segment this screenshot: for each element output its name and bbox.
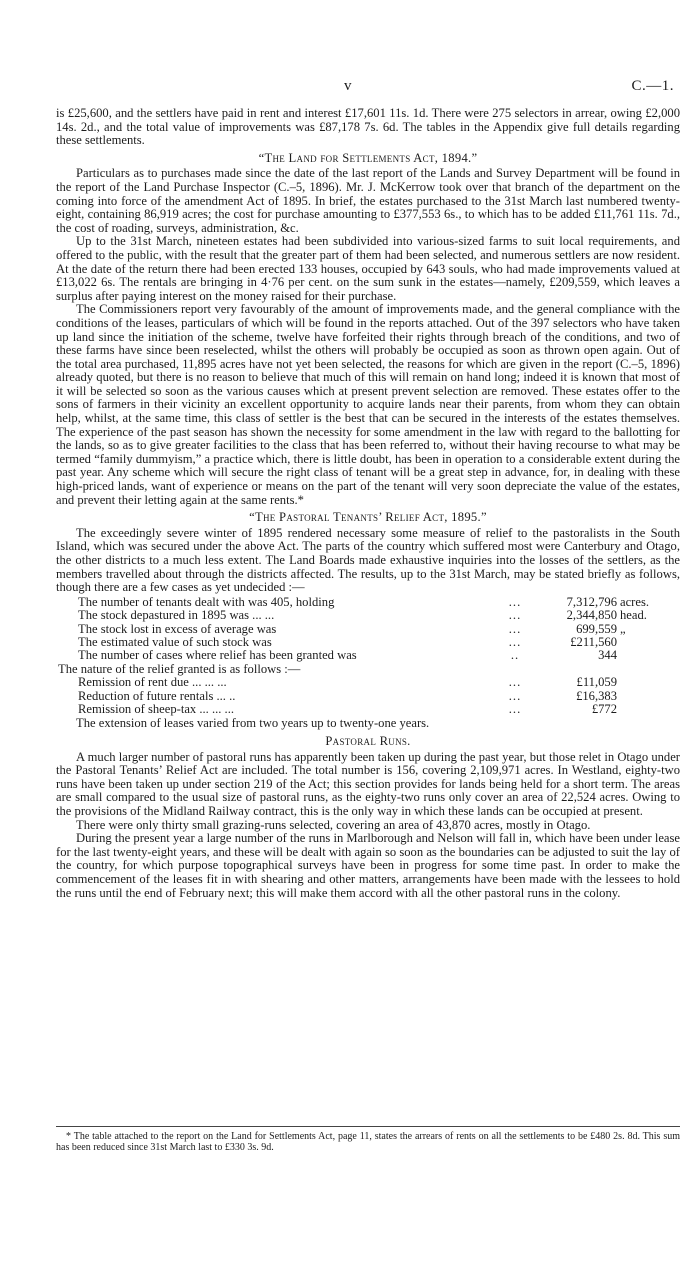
paragraph-land-purchases: Particulars as to purchases made since the date of the last report of the Lands and Survey Department will be found in the report of the Land Purchase Inspector (C.–5, 1896). Mr. J. McKerrow took over that branch of the department on the coming into force of the amendment Act of 1895. In brief, the estates purchased to the 31st March last numbered twenty-eight, containing 86,919 acres; the cost for purchase amounting to £377,553 6s., to which has to be added £11,761 11s. 7d., the cost of roading, surveys, administration, &c. bbox=[56, 166, 680, 235]
row-label: The stock depastured in 1895 was ... ... bbox=[78, 608, 275, 623]
relief-nature-label: The nature of the relief granted is as follows :— bbox=[58, 661, 301, 676]
row-unit bbox=[617, 690, 680, 703]
row-label: The stock lost in excess of average was bbox=[78, 621, 277, 636]
section-heading-land-for-settlements: “The Land for Settlements Act, 1894.” bbox=[258, 150, 478, 165]
row-label: The estimated value of such stock was bbox=[78, 635, 272, 649]
row-value: 344 bbox=[598, 648, 617, 663]
table-row bbox=[56, 703, 680, 716]
section-heading-pastoral-relief: “The Pastoral Tenants’ Relief Act, 1895.” bbox=[249, 510, 487, 525]
document-reference: C.—1. bbox=[631, 78, 674, 94]
row-unit: head. bbox=[620, 608, 647, 623]
row-leader: ... bbox=[508, 621, 522, 636]
row-value: £211,560 bbox=[570, 635, 617, 649]
table-row bbox=[56, 609, 680, 622]
page-header bbox=[0, 78, 700, 98]
footnote: * The table attached to the report on the Land for Settlements Act, page 11, states the arrears of rents on all the settlements to be £480 2s. 8d. This sum has been reduced since 31st March last to £330 3s. 9d. bbox=[56, 1131, 680, 1154]
paragraph-lease-extension: The extension of leases varied from two years up to twenty-one years. bbox=[76, 716, 430, 731]
row-unit: acres. bbox=[620, 594, 650, 609]
paragraph-pastoral-runs-taken: A much larger number of pastoral runs has apparently been taken up during the past year, but those relet in Otago under the Pastoral Tenants’ Relief Act are included. The total number is 156, covering 2,109,971 acres. In Westland, eighty-two runs have been taken up under section 219 of the Act; this section provides for lands being held for a short term. The areas are small compared to the usual size of pastoral runs, as the eighty-two runs only cover an area of 22,524 acres. Owing to the provisions of the Midland Railway contract, this is the only way in which these lands can be occupied at present. bbox=[56, 749, 680, 818]
row-label: The number of tenants dealt with was 405, holding bbox=[78, 594, 335, 609]
paragraph-marlborough-nelson: During the present year a large number of the runs in Marlborough and Nelson will fall in, which have been under lease for the last twenty-eight years, and these will be dealt with again so soon as the boundaries can be adjusted to suit the lay of the country, for which purpose topographical surveys have been in progress for some time past. In order to make the commencement of the leases fit in with shearing and other matters, arrangements have been made with the lessees to hold the runs until the end of February next; this will make them accord with all the other pastoral runs in the colony. bbox=[56, 831, 680, 900]
row-value: 7,312,796 bbox=[566, 594, 617, 609]
row-leader: ... bbox=[508, 635, 522, 649]
row-leader: ... bbox=[508, 675, 522, 690]
row-value: £16,383 bbox=[576, 688, 617, 703]
table-row bbox=[56, 596, 680, 609]
table-row bbox=[56, 663, 680, 676]
paragraph-estates-subdivided: Up to the 31st March, nineteen estates had been subdivided into various-sized farms to suit local requirements, and offered to the public, with the result that the greater part of them had been selected, and numerous settlers are now resident. At the date of the return there had been erected 133 houses, occupied by 643 souls, who had made improvements valued at £13,022 6s. The rentals are bringing in 4·76 per cent. on the sum sunk in the estates—namely, £209,559, which leaves a surplus after paying interest on the money raised for their purchase. bbox=[56, 234, 680, 303]
footnote-divider bbox=[56, 1126, 680, 1127]
row-leader: .. bbox=[510, 648, 520, 663]
row-leader: ... bbox=[508, 688, 522, 703]
row-value: 699,559 bbox=[576, 621, 617, 636]
table-row bbox=[56, 623, 680, 636]
row-unit: „ bbox=[620, 621, 626, 636]
row-value: £772 bbox=[591, 702, 617, 717]
row-label: The number of cases where relief has been granted was bbox=[78, 648, 357, 663]
table-row bbox=[56, 649, 680, 662]
row-label: Remission of sheep-tax ... ... ... bbox=[78, 702, 235, 717]
row-unit bbox=[617, 649, 680, 662]
row-leader: ... bbox=[508, 608, 522, 623]
page-body bbox=[56, 107, 680, 900]
relief-statistics-table bbox=[56, 596, 680, 717]
table-row bbox=[56, 690, 680, 703]
table-row bbox=[56, 676, 680, 689]
paragraph-commissioners-report: The Commissioners report very favourably of the amount of improvements made, and the general compliance with the conditions of the leases, particulars of which will be found in the reports attached. Out of the 397 selectors who have taken up land since the initiation of the scheme, twelve have forfeited their rights through breach of the conditions, and two of these farms have since been reselected, whilst the others will probably be occupied as soon as thrown open again. Out of the total area purchased, 11,895 acres have not yet been selected, the reasons for which are given in the report (C.–5, 1896) already quoted, but there is no reason to believe that much of this will remain on hand long; indeed it is known that most of it will be selected so soon as the various causes which at present prevent selection are removed. These estates offer to the sons of farmers in their vicinity an excellent opportunity to acquire lands near their parents, from whom they can obtain help, whilst, at the same time, this class of settler is the best that can be secured in the interests of the estates themselves. The experience of the past season has shown the necessity for some amendment in the law with regard to the ballotting for the lands, so as to give greater facilities to the class that has been referred to, without their having recourse to what may be termed “family dummyism,” a practice which, there is little doubt, has been in operation to a considerable extent during the past year. Any scheme which will secure the right class of tenant will be a great step in advance, for, in dealing with these high-priced lands, want of experience or means on the part of the tenant will very soon depreciate the value of the estates, and prevent their letting again at the same rents.* bbox=[56, 302, 680, 507]
row-leader: ... bbox=[508, 702, 522, 717]
row-leader: ... bbox=[508, 594, 522, 609]
row-value: 2,344,850 bbox=[566, 608, 617, 623]
row-label: Reduction of future rentals ... .. bbox=[78, 688, 236, 703]
paragraph-settlements-summary: is £25,600, and the settlers have paid in rent and interest £17,601 11s. 1d. There were 275 selectors in arrear, owing £2,000 14s. 2d., and the total value of improvements was £87,178 7s. 6d. The tables in the Appendix give full details regarding these settlements. bbox=[56, 106, 680, 148]
row-unit bbox=[617, 676, 680, 689]
page-number: v bbox=[344, 78, 352, 94]
row-unit bbox=[617, 636, 680, 649]
paragraph-severe-winter: The exceedingly severe winter of 1895 rendered necessary some measure of relief to the pastoralists in the South Island, which was secured under the above Act. The parts of the country which suffered most were Canterbury and Otago, the other districts to a much less extent. The Land Boards made exhaustive inquiries into the losses of the settlers, as the members travelled about through the districts affected. The results, up to the 31st March, may be stated briefly as follows, though there are a few cases as yet undecided :— bbox=[56, 525, 680, 595]
row-unit bbox=[617, 703, 680, 716]
table-row bbox=[56, 636, 680, 649]
row-label: Remission of rent due ... ... ... bbox=[78, 675, 227, 690]
row-value: £11,059 bbox=[576, 675, 617, 690]
paragraph-grazing-runs: There were only thirty small grazing-runs selected, covering an area of 43,870 acres, mostly in Otago. bbox=[76, 817, 591, 832]
section-heading-pastoral-runs: Pastoral Runs. bbox=[325, 734, 411, 749]
